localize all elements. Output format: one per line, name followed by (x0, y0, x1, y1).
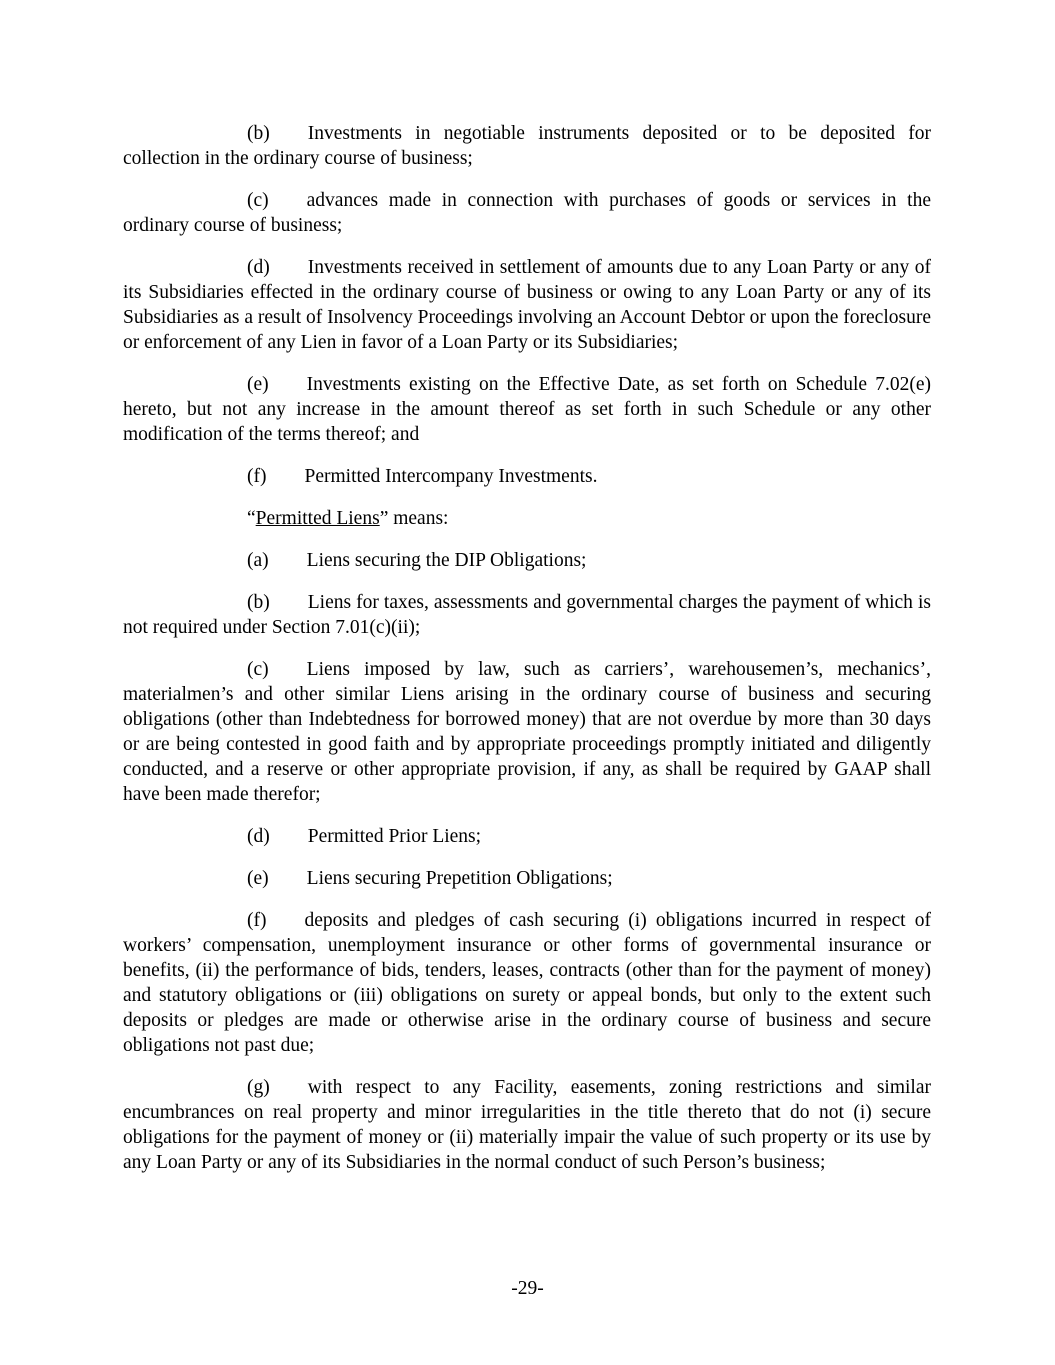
defined-term-line (123, 506, 931, 531)
paragraph-label: (a) (247, 550, 269, 571)
paragraph-text: Investments existing on the Effective Date, as set forth on Schedule 7.02(e) hereto, but not any increase in the amount thereof as set forth in such Schedule or any other modification of the terms thereof; and (123, 374, 931, 445)
paragraph-text: Permitted Intercompany Investments. (304, 466, 598, 487)
paragraph-label: (c) (247, 190, 269, 211)
paragraph-label: (b) (247, 123, 270, 144)
paragraph-text: with respect to any Facility, easements, zoning restrictions and similar encumbrances on real property and minor irregularities in the title thereto that do not (i) secure obligations for the payment of money or (ii) materially impair the value of such property or its use by any Loan Party or any of its Subsidiaries in the normal conduct of such Person’s business; (123, 1077, 931, 1173)
page-number: -29- (511, 1278, 544, 1299)
paragraph (123, 908, 931, 1058)
paragraph-label: (f) (247, 910, 267, 931)
paragraph (123, 548, 931, 573)
paragraph-text: deposits and pledges of cash securing (i) obligations incurred in respect of workers’ compensation, unemployment insurance or other forms of governmental insurance or benefits, (ii) the performance of bids, tenders, leases, contracts (other than for the payment of money) and statutory obligations or (iii) obligations on surety or appeal bonds, but only to the extent such deposits or pledges are made or otherwise arise in the ordinary course of business and secure obligations not past due; (123, 910, 931, 1056)
paragraph-text: Liens securing Prepetition Obligations; (306, 868, 613, 889)
paragraph-label: (d) (247, 826, 270, 847)
defined-term: Permitted Liens (255, 508, 380, 529)
paragraph (123, 657, 931, 807)
defined-term-rest: ” means: (379, 508, 449, 529)
paragraph (123, 1075, 931, 1175)
paragraph-label: (b) (247, 592, 270, 613)
paragraph (123, 464, 931, 489)
paragraph-text: Investments received in settlement of amounts due to any Loan Party or any of its Subsidiaries effected in the ordinary course of business or owing to any Loan Party or any of its Subsidiaries as a result of Insolvency Proceedings involving an Account Debtor or upon the foreclosure or enforcement of any Lien in favor of a Loan Party or its Subsidiaries; (123, 257, 931, 353)
paragraph (123, 590, 931, 640)
paragraph (123, 121, 931, 171)
paragraph-label: (e) (247, 374, 269, 395)
paragraph (123, 372, 931, 447)
paragraph-label: (d) (247, 257, 270, 278)
paragraph (123, 824, 931, 849)
paragraph-text: Liens imposed by law, such as carriers’, warehousemen’s, mechanics’, materialmen’s and other similar Liens arising in the ordinary course of business and securing obligations (other than Indebtedness for borrowed money) that are not overdue by more than 30 days or are being contested in good faith and by appropriate proceedings promptly initiated and diligently conducted, and a reserve or other appropriate provision, if any, as shall be required by GAAP shall have been made therefor; (123, 659, 931, 805)
paragraph (123, 866, 931, 891)
paragraph-text: Investments in negotiable instruments deposited or to be deposited for collection in the ordinary course of business; (123, 123, 931, 169)
paragraph-label: (e) (247, 868, 269, 889)
paragraph-text: advances made in connection with purchases of goods or services in the ordinary course of business; (123, 190, 931, 236)
paragraph-text: Permitted Prior Liens; (307, 826, 482, 847)
paragraph-label: (c) (247, 659, 269, 680)
paragraph-text: Liens securing the DIP Obligations; (306, 550, 587, 571)
paragraph-text: Liens for taxes, assessments and governmental charges the payment of which is not required under Section 7.01(c)(ii); (123, 592, 931, 638)
paragraph (123, 255, 931, 355)
open-quote: “ (247, 508, 256, 529)
paragraph-label: (g) (247, 1077, 270, 1098)
paragraph (123, 188, 931, 238)
document-body (123, 121, 931, 1175)
paragraph-label: (f) (247, 466, 267, 487)
